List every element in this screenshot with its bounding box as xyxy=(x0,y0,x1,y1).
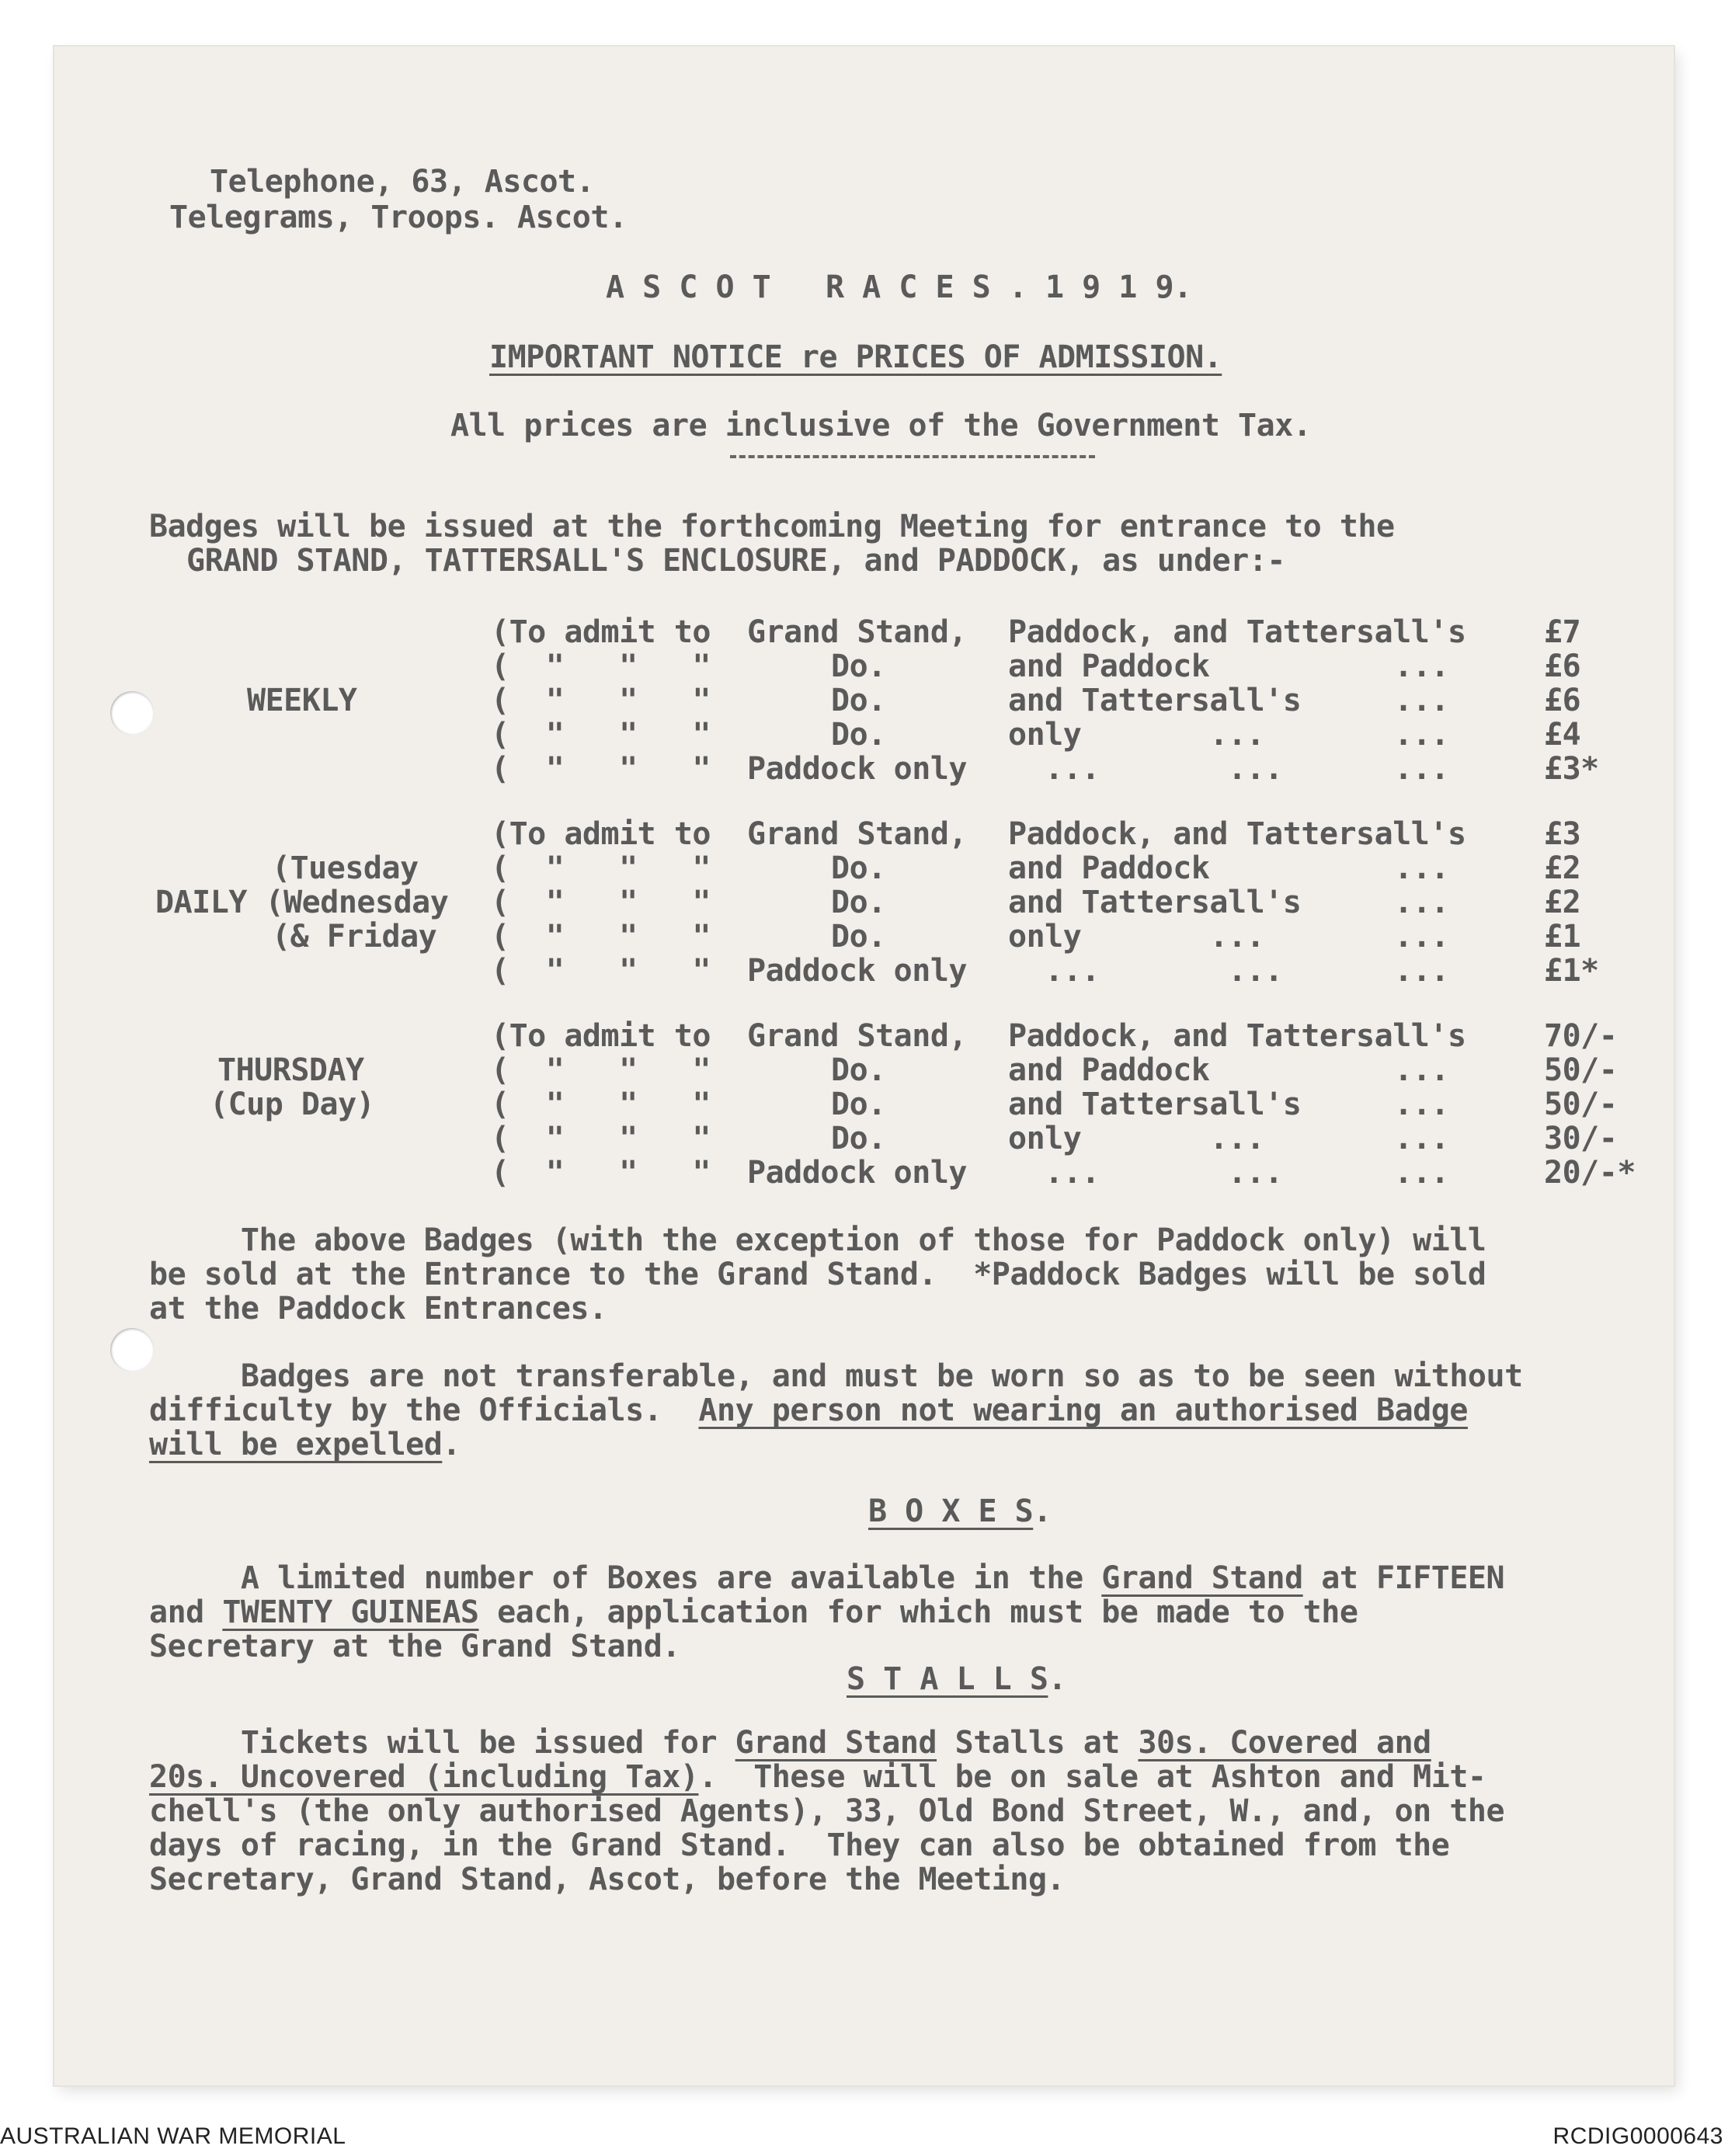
grand-stand-underlined: Grand Stand xyxy=(1101,1560,1303,1596)
row-extra: only ... xyxy=(1008,1121,1265,1156)
row-ditto: ( " " " xyxy=(491,751,711,787)
boxes-line3: Secretary at the Grand Stand. xyxy=(149,1629,680,1664)
row-dots: ... xyxy=(1394,1087,1449,1122)
row-price: £3 xyxy=(1544,816,1581,852)
price-group-label: (Tuesday xyxy=(272,850,419,886)
row-admission: Do. xyxy=(831,683,886,718)
row-ditto: ( " " " xyxy=(491,717,711,753)
row-ditto: ( " " " xyxy=(491,683,711,718)
row-dots: ... xyxy=(1394,919,1449,955)
row-ditto: ( " " " xyxy=(491,919,711,955)
row-extra: ... ... xyxy=(1008,953,1283,989)
row-ditto: ( " " " xyxy=(491,1052,711,1088)
transfer-para-line2 xyxy=(149,1393,1468,1427)
row-extra: only ... xyxy=(1008,919,1265,955)
notice-heading: IMPORTANT NOTICE re PRICES OF ADMISSION. xyxy=(489,339,1222,375)
row-extra: and Tattersall's xyxy=(1008,1087,1302,1122)
price-group-label: THURSDAY xyxy=(217,1052,364,1088)
row-admission: Do. xyxy=(831,1121,886,1156)
row-ditto: ( " " " xyxy=(491,953,711,989)
boxes-heading-text: B O X E S xyxy=(868,1494,1034,1529)
row-dots: ... xyxy=(1394,1121,1449,1156)
row-extra: and Tattersall's xyxy=(1008,683,1302,718)
period: . xyxy=(1048,1661,1066,1697)
row-dots: ... xyxy=(1394,885,1449,920)
row-admission: Grand Stand, xyxy=(747,816,967,852)
price-group-label: (Cup Day) xyxy=(210,1087,375,1122)
row-ditto: ( " " " xyxy=(491,1121,711,1156)
row-extra: and Tattersall's xyxy=(1008,885,1302,920)
row-admission: Do. xyxy=(831,885,886,920)
row-admission: Paddock only xyxy=(747,1155,967,1191)
row-dots: ... xyxy=(1394,751,1449,787)
row-extra: and Paddock xyxy=(1008,649,1210,684)
row-ditto: (To admit to xyxy=(491,816,711,852)
row-admission: Do. xyxy=(831,919,886,955)
stalls-text: . These will be on sale at Ashton and Mit- xyxy=(698,1759,1486,1795)
page-title: A S C O T R A C E S . 1 9 1 9. xyxy=(606,270,1192,305)
row-ditto: ( " " " xyxy=(491,885,711,920)
transfer-text: difficulty by the Officials. xyxy=(149,1393,699,1428)
row-extra: and Paddock xyxy=(1008,1052,1210,1088)
boxes-line1 xyxy=(149,1561,1504,1595)
row-price: 20/-* xyxy=(1544,1155,1636,1191)
telegrams-line: Telegrams, Troops. Ascot. xyxy=(169,200,628,235)
twenty-guineas-underlined: TWENTY GUINEAS xyxy=(222,1594,479,1630)
row-price: £2 xyxy=(1544,885,1581,920)
punch-hole xyxy=(110,1328,154,1372)
transfer-para-line1: Badges are not transferable, and must be worn so as to be seen without xyxy=(149,1358,1523,1394)
stalls-heading-text: S T A L L S xyxy=(847,1661,1048,1697)
transfer-para-line3 xyxy=(149,1427,461,1462)
boxes-heading xyxy=(868,1494,1052,1528)
row-price: £1* xyxy=(1544,953,1599,989)
punch-hole xyxy=(110,691,154,735)
row-admission: Grand Stand, xyxy=(747,614,967,650)
boxes-text: at FIFTEEN xyxy=(1302,1560,1505,1596)
row-extra: and Paddock xyxy=(1008,850,1210,886)
period: . xyxy=(1033,1494,1052,1529)
row-extra: Paddock, and Tattersall's xyxy=(1008,816,1466,852)
footer-right: RCDIG0000643 xyxy=(1552,2123,1723,2149)
row-extra: Paddock, and Tattersall's xyxy=(1008,614,1466,650)
row-ditto: (To admit to xyxy=(491,614,711,650)
stalls-text: Tickets will be issued for xyxy=(149,1725,735,1761)
row-dots: ... xyxy=(1394,683,1449,718)
tax-line: All prices are inclusive of the Government Tax. xyxy=(450,408,1312,443)
boxes-text: and xyxy=(149,1594,223,1630)
expelled-warning: Any person not wearing an authorised Badge xyxy=(698,1393,1468,1428)
row-price: £7 xyxy=(1544,614,1581,650)
boxes-text: each, application for which must be made to the xyxy=(478,1594,1358,1630)
telephone-line: Telephone, 63, Ascot. xyxy=(210,164,595,200)
row-ditto: ( " " " xyxy=(491,850,711,886)
row-dots: ... xyxy=(1394,1155,1449,1191)
row-price: £4 xyxy=(1544,717,1581,753)
row-extra: Paddock, and Tattersall's xyxy=(1008,1018,1466,1054)
period: . xyxy=(442,1427,461,1462)
row-admission: Do. xyxy=(831,717,886,753)
row-price: £1 xyxy=(1544,919,1581,955)
row-price: 30/- xyxy=(1544,1121,1618,1156)
grand-stand-underlined: Grand Stand xyxy=(735,1725,937,1761)
row-dots: ... xyxy=(1394,717,1449,753)
uncovered-price-underlined: 20s. Uncovered (including Tax) xyxy=(149,1759,699,1795)
sold-para-line3: at the Paddock Entrances. xyxy=(149,1291,607,1327)
covered-price-underlined: 30s. Covered and xyxy=(1138,1725,1431,1761)
sold-para-line2: be sold at the Entrance to the Grand Stand. *Paddock Badges will be sold xyxy=(149,1257,1486,1292)
price-group-label: DAILY (Wednesday xyxy=(155,885,449,920)
stalls-line3: chell's (the only authorised Agents), 33, Old Bond Street, W., and, on the xyxy=(149,1793,1505,1829)
row-ditto: ( " " " xyxy=(491,1087,711,1122)
row-admission: Do. xyxy=(831,1087,886,1122)
row-price: £2 xyxy=(1544,850,1581,886)
stalls-text: Stalls at xyxy=(937,1725,1139,1761)
price-group-label: (& Friday xyxy=(272,919,437,955)
row-admission: Do. xyxy=(831,1052,886,1088)
row-admission: Paddock only xyxy=(747,953,967,989)
stalls-heading xyxy=(847,1662,1066,1696)
row-price: £6 xyxy=(1544,683,1581,718)
row-ditto: (To admit to xyxy=(491,1018,711,1054)
row-extra: ... ... xyxy=(1008,751,1283,787)
row-ditto: ( " " " xyxy=(491,649,711,684)
price-group-label: WEEKLY xyxy=(247,683,357,718)
row-price: £6 xyxy=(1544,649,1581,684)
row-price: 70/- xyxy=(1544,1018,1618,1054)
boxes-text: A limited number of Boxes are available in the xyxy=(149,1560,1102,1596)
row-dots: ... xyxy=(1394,1052,1449,1088)
badges-intro-line1: Badges will be issued at the forthcoming Meeting for entrance to the xyxy=(149,509,1395,544)
row-dots: ... xyxy=(1394,649,1449,684)
row-admission: Do. xyxy=(831,649,886,684)
row-admission: Paddock only xyxy=(747,751,967,787)
stalls-line4: days of racing, in the Grand Stand. They can also be obtained from the xyxy=(149,1827,1450,1863)
row-admission: Grand Stand, xyxy=(747,1018,967,1054)
sold-para-line1: The above Badges (with the exception of those for Paddock only) will xyxy=(149,1222,1486,1258)
row-extra: only ... xyxy=(1008,717,1265,753)
row-ditto: ( " " " xyxy=(491,1155,711,1191)
badges-intro-line2: GRAND STAND, TATTERSALL'S ENCLOSURE, and PADDOCK, as under:- xyxy=(186,543,1285,579)
row-price: 50/- xyxy=(1544,1052,1618,1088)
footer-left: AUSTRALIAN WAR MEMORIAL xyxy=(0,2123,346,2149)
stalls-line5: Secretary, Grand Stand, Ascot, before the Meeting. xyxy=(149,1862,1066,1897)
boxes-line2 xyxy=(149,1595,1358,1629)
dashed-rule xyxy=(730,455,1095,458)
stalls-line1 xyxy=(149,1726,1431,1760)
row-price: 50/- xyxy=(1544,1087,1618,1122)
row-price: £3* xyxy=(1544,751,1599,787)
row-extra: ... ... xyxy=(1008,1155,1283,1191)
row-dots: ... xyxy=(1394,953,1449,989)
row-admission: Do. xyxy=(831,850,886,886)
expelled-warning-end: will be expelled xyxy=(149,1427,443,1462)
stalls-line2 xyxy=(149,1760,1486,1794)
row-dots: ... xyxy=(1394,850,1449,886)
